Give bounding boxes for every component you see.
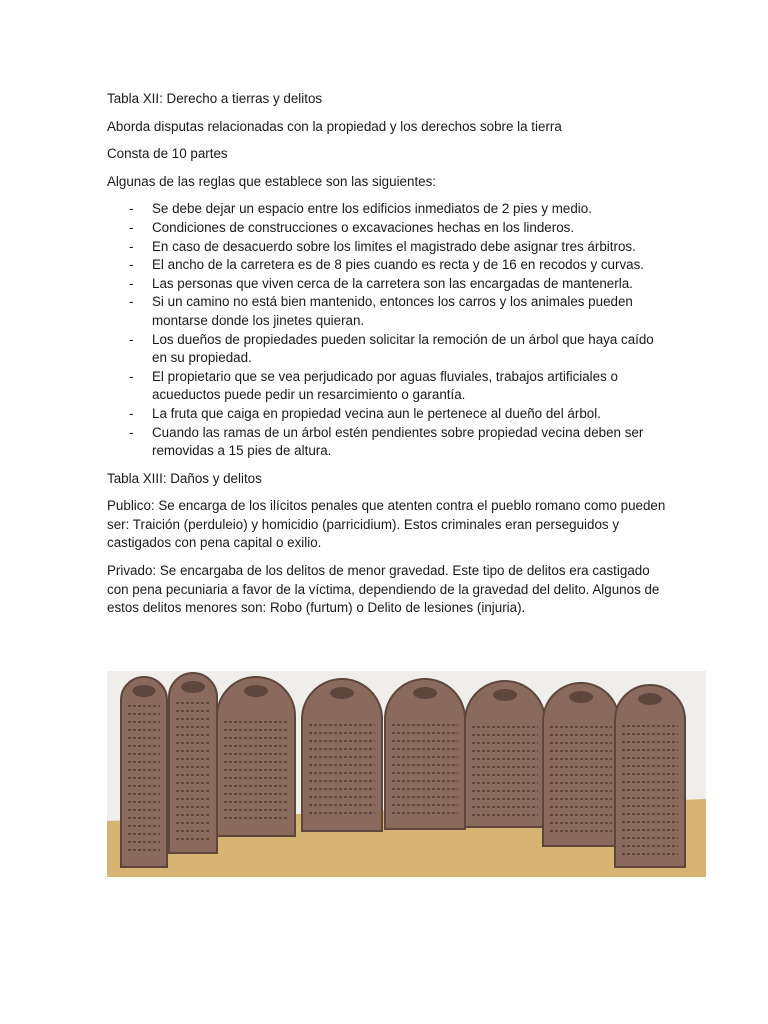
- tablet-ornament: [493, 689, 517, 701]
- stone-tablet: [543, 683, 619, 846]
- table12-intro: Algunas de las reglas que establece son las siguientes:: [107, 173, 437, 189]
- table13-private: Privado: Se encargaba de los delitos de menor gravedad. Este tipo de delitos era castigado con pena pecuniaria a favor de la víctima, dependiendo de la gravedad del delito. Algunos de estos delitos menores son: Robo (furtum) o Delito de lesiones (injuria).: [107, 563, 660, 616]
- list-item: - En caso de desacuerdo sobre los limites el magistrado debe asignar tres árbitros.: [107, 238, 667, 257]
- tablet-ornament: [181, 681, 205, 693]
- table12-parts: Consta de 10 partes: [107, 146, 228, 162]
- tablet-ornament: [413, 687, 437, 699]
- stone-tablet: [217, 677, 295, 836]
- stone-tablet: [615, 685, 685, 867]
- table13-title: Tabla XIII: Daños y delitos: [107, 470, 262, 486]
- table13-public: Publico: Se encarga de los ilícitos penales que atenten contra el pueblo romano como pueden ser: Traición (perduleio) y homicidio (parricidium). Estos criminales eran perseguidos y castigados con pena capital o exilio.: [107, 498, 666, 551]
- tablet-ornament: [133, 685, 156, 697]
- list-item: - Los dueños de propiedades pueden solicitar la remoción de un árbol que haya caído en su propiedad.: [107, 331, 667, 368]
- tablet-ornament: [244, 685, 268, 697]
- document-body: [107, 90, 667, 627]
- tablets-illustration: [107, 671, 706, 877]
- rules-list: [107, 200, 667, 460]
- table12-summary: Aborda disputas relacionadas con la propiedad y los derechos sobre la tierra: [107, 118, 562, 134]
- list-item: - El propietario que se vea perjudicado por aguas fluviales, trabajos artificiales o acueductos puede pedir un resarcimiento o garantía.: [107, 368, 667, 405]
- list-item: - Condiciones de construcciones o excavaciones hechas en los linderos.: [107, 219, 667, 238]
- stone-tablet: [465, 681, 545, 827]
- stone-tablet: [169, 673, 217, 853]
- stone-tablet: [302, 679, 382, 831]
- tablet-ornament: [330, 687, 354, 699]
- stone-tablet: [385, 679, 465, 829]
- tablet-ornament: [569, 691, 593, 703]
- list-item: - El ancho de la carretera es de 8 pies cuando es recta y de 16 en recodos y curvas.: [107, 256, 667, 275]
- list-item: - Cuando las ramas de un árbol estén pendientes sobre propiedad vecina deben ser removidas a 15 pies de altura.: [107, 424, 667, 461]
- list-item: - Si un camino no está bien mantenido, entonces los carros y los animales pueden montarse donde los jinetes quieran.: [107, 293, 667, 330]
- tablet-ornament: [638, 693, 662, 705]
- list-item: - Se debe dejar un espacio entre los edificios inmediatos de 2 pies y medio.: [107, 200, 667, 219]
- list-item: - Las personas que viven cerca de la carretera son las encargadas de mantenerla.: [107, 275, 667, 294]
- table12-title: Tabla XII: Derecho a tierras y delitos: [107, 91, 323, 106]
- tablets-photo: [107, 671, 706, 877]
- list-item: - La fruta que caiga en propiedad vecina aun le pertenece al dueño del árbol.: [107, 405, 667, 424]
